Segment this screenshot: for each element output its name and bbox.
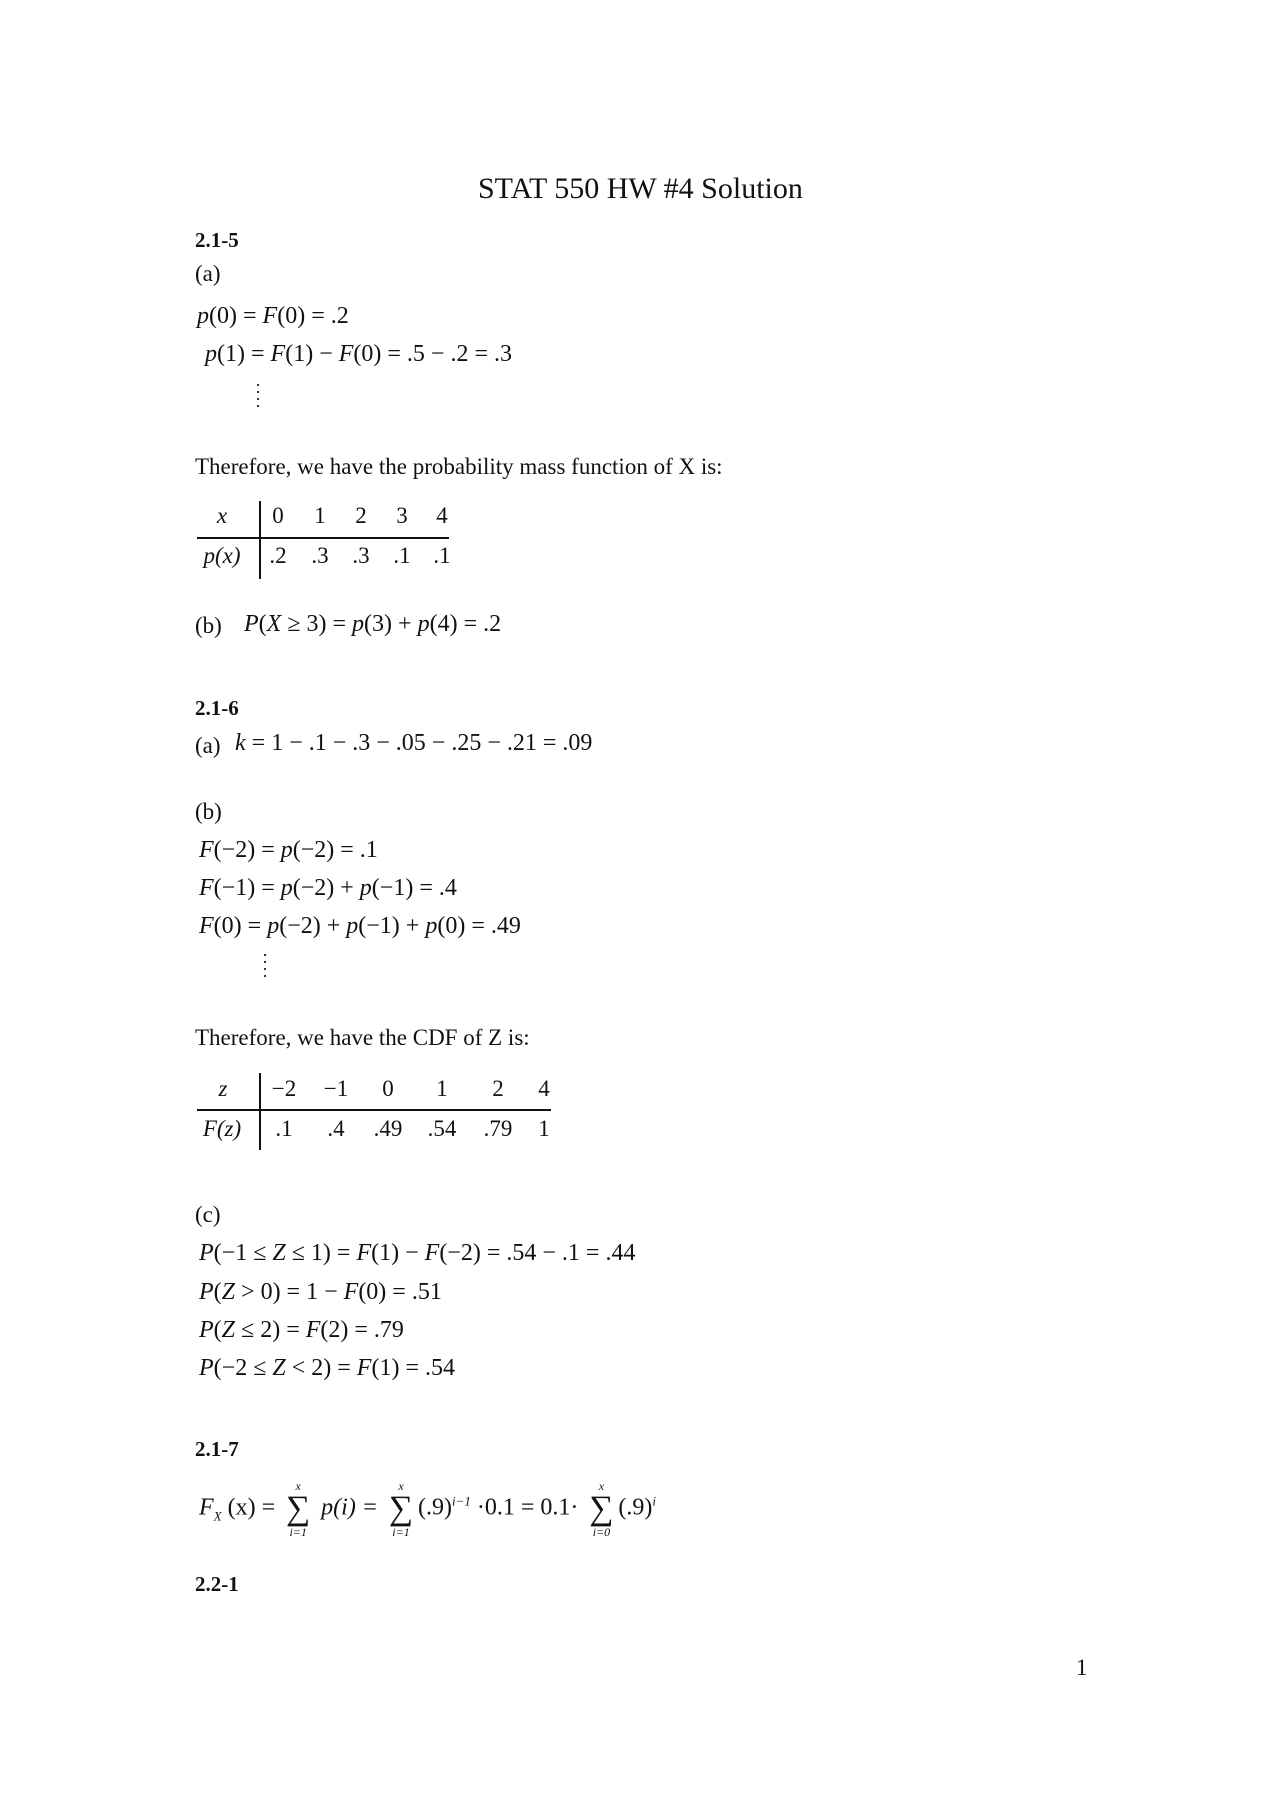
table-cell: .1 (393, 543, 411, 568)
table-cell: .54 (427, 1116, 457, 1141)
eq-text: ≤ 1) = (285, 1240, 357, 1266)
table-value-label: F(z) (202, 1116, 242, 1141)
table-cell: .3 (311, 543, 329, 568)
eq-text: Z (272, 1240, 286, 1266)
eq-text: ·0.1 = 0.1· (470, 1494, 579, 1521)
eq-text: (0) = (209, 303, 263, 329)
eq-text: (−2) = (213, 837, 281, 863)
eq-text: P (199, 1317, 214, 1343)
summation: x ∑ i=0 (586, 1480, 616, 1538)
table-cell: 4 (538, 1076, 550, 1101)
table-cell: 4 (436, 503, 448, 528)
eq-text: = 1 − .1 − .3 − .05 − .25 − .21 = .09 (245, 730, 593, 756)
paragraph: Therefore, we have the CDF of Z is: (195, 1025, 530, 1050)
eq-text: (3) + (364, 611, 418, 637)
part-label-a: (a) (195, 261, 221, 286)
eq-text: (x) = (227, 1494, 282, 1521)
eq-text: F (343, 1279, 359, 1305)
eq-text: F (338, 341, 354, 367)
equation (199, 914, 521, 938)
part-label-c: (c) (195, 1202, 221, 1227)
eq-text: p (267, 913, 280, 939)
table-value-label: p(x) (203, 543, 241, 568)
eq-text: (−1 ≤ (213, 1240, 273, 1266)
eq-text: ( (258, 611, 267, 637)
table-horizontal-rule (197, 537, 449, 539)
eq-text: (−1) = (213, 875, 281, 901)
equation (199, 1280, 442, 1304)
sum-upper: x (598, 1479, 605, 1493)
problem-heading-2-1-6: 2.1-6 (195, 696, 239, 720)
eq-text: (4) = .2 (429, 611, 502, 637)
eq-text: (−2) = .54 − .1 = .44 (439, 1240, 636, 1266)
equation (199, 838, 378, 862)
eq-text: Z (221, 1317, 236, 1343)
table-cell: 0 (272, 503, 284, 528)
eq-text: (1) − (371, 1240, 425, 1266)
paragraph: Therefore, we have the probability mass function of X is: (195, 454, 723, 479)
eq-text: (0) = .5 − .2 = .3 (353, 341, 512, 367)
table-cell: 1 (314, 503, 326, 528)
table-cell: .1 (275, 1116, 293, 1141)
eq-text: P (199, 1355, 214, 1381)
part-label-b: (b) (195, 613, 222, 638)
cdf-sum-equation (199, 1480, 656, 1538)
part-label-a: (a) (195, 733, 221, 758)
equation (199, 1318, 404, 1342)
table-row-label: z (218, 1076, 228, 1101)
page-title: STAT 550 HW #4 Solution (478, 172, 803, 205)
table-cell: .79 (483, 1116, 513, 1141)
eq-text: p (346, 913, 359, 939)
equation (199, 1241, 635, 1265)
equation (244, 612, 501, 636)
eq-text: (1) = .54 (371, 1355, 455, 1381)
eq-text: F (424, 1240, 440, 1266)
eq-text: k (235, 730, 246, 756)
table-cell: .4 (327, 1116, 345, 1141)
table-cell: .1 (433, 543, 451, 568)
problem-heading-2-1-7: 2.1-7 (195, 1437, 239, 1461)
eq-text: p (205, 341, 217, 367)
eq-text: p(i) = (321, 1494, 385, 1521)
vertical-ellipsis (257, 384, 259, 412)
eq-text: (1) = (217, 341, 271, 367)
eq-text: F (356, 1355, 372, 1381)
eq-text: (−2) + (292, 875, 360, 901)
eq-text: (−2) = .1 (292, 837, 378, 863)
vertical-ellipsis (264, 954, 266, 982)
summation: x ∑ i=1 (283, 1480, 313, 1538)
eq-text: p (280, 837, 293, 863)
eq-text: F (270, 341, 286, 367)
eq-text: (0) = .49 (437, 913, 521, 939)
table-cell: −2 (271, 1076, 297, 1101)
eq-text: > 0) = 1 − (235, 1279, 344, 1305)
eq-exponent: i−1 (452, 1493, 471, 1509)
table-cell: 3 (396, 503, 408, 528)
eq-text: (.9) (618, 1494, 653, 1521)
equation (197, 304, 349, 328)
eq-text: p (359, 875, 372, 901)
sum-upper: x (295, 1479, 301, 1493)
eq-text: p (280, 875, 293, 901)
equation (199, 1356, 455, 1380)
eq-text: (0) = (213, 913, 268, 939)
table-vertical-rule (259, 501, 261, 579)
table-row-label: x (216, 503, 228, 528)
eq-text: F (199, 875, 214, 901)
table-cell: .2 (269, 543, 287, 568)
sum-lower: i=1 (289, 1525, 307, 1539)
eq-text: p (417, 611, 430, 637)
eq-text: ( (213, 1279, 222, 1305)
eq-text: F (305, 1317, 321, 1343)
table-cell: 1 (436, 1076, 448, 1101)
eq-text: (−1) + (358, 913, 426, 939)
table-cell: 2 (355, 503, 367, 528)
eq-text: (2) = .79 (320, 1317, 404, 1343)
eq-text: P (244, 611, 259, 637)
eq-text: p (425, 913, 438, 939)
equation (199, 876, 457, 900)
eq-text: F (199, 913, 214, 939)
table-cell: 1 (538, 1116, 550, 1141)
eq-text: (0) = .2 (277, 303, 349, 329)
summation: x ∑ i=1 (386, 1480, 416, 1538)
eq-text: (0) = .51 (358, 1279, 442, 1305)
sum-upper: x (398, 1479, 404, 1493)
eq-text: < 2) = (285, 1355, 357, 1381)
eq-text: ≤ 2) = (235, 1317, 306, 1343)
sum-lower: i=1 (392, 1525, 410, 1539)
eq-text: F (199, 837, 214, 863)
eq-text: Z (272, 1355, 286, 1381)
table-cell: −1 (323, 1076, 349, 1101)
equation (205, 342, 512, 366)
table-cell: 0 (382, 1076, 394, 1101)
eq-text: F (262, 303, 278, 329)
eq-text: ≥ 3) = (281, 611, 353, 637)
table-cell: .3 (352, 543, 370, 568)
part-label-b: (b) (195, 799, 222, 824)
eq-subscript: X (213, 1508, 222, 1524)
eq-text: p (197, 303, 209, 329)
table-cell: .49 (373, 1116, 403, 1141)
table-cell: 2 (492, 1076, 504, 1101)
page-number: 1 (1076, 1655, 1088, 1680)
eq-text: p (352, 611, 365, 637)
equation (235, 731, 592, 755)
eq-text: (−2) + (279, 913, 347, 939)
table-horizontal-rule (197, 1109, 551, 1111)
eq-text: (−1) = .4 (371, 875, 457, 901)
eq-text: F (356, 1240, 372, 1266)
problem-heading-2-2-1: 2.2-1 (195, 1572, 239, 1596)
eq-text: (−2 ≤ (213, 1355, 273, 1381)
eq-text: ( (213, 1317, 222, 1343)
problem-heading-2-1-5: 2.1-5 (195, 228, 239, 252)
eq-text: (.9) (418, 1494, 452, 1521)
eq-text: P (199, 1240, 214, 1266)
eq-text: X (266, 611, 282, 637)
eq-text: Z (221, 1279, 236, 1305)
sum-lower: i=0 (592, 1525, 611, 1539)
table-vertical-rule (259, 1073, 261, 1150)
eq-text: P (199, 1279, 214, 1305)
eq-text: F (199, 1494, 214, 1521)
eq-text: (1) − (285, 341, 339, 367)
eq-exponent: i (652, 1493, 657, 1509)
